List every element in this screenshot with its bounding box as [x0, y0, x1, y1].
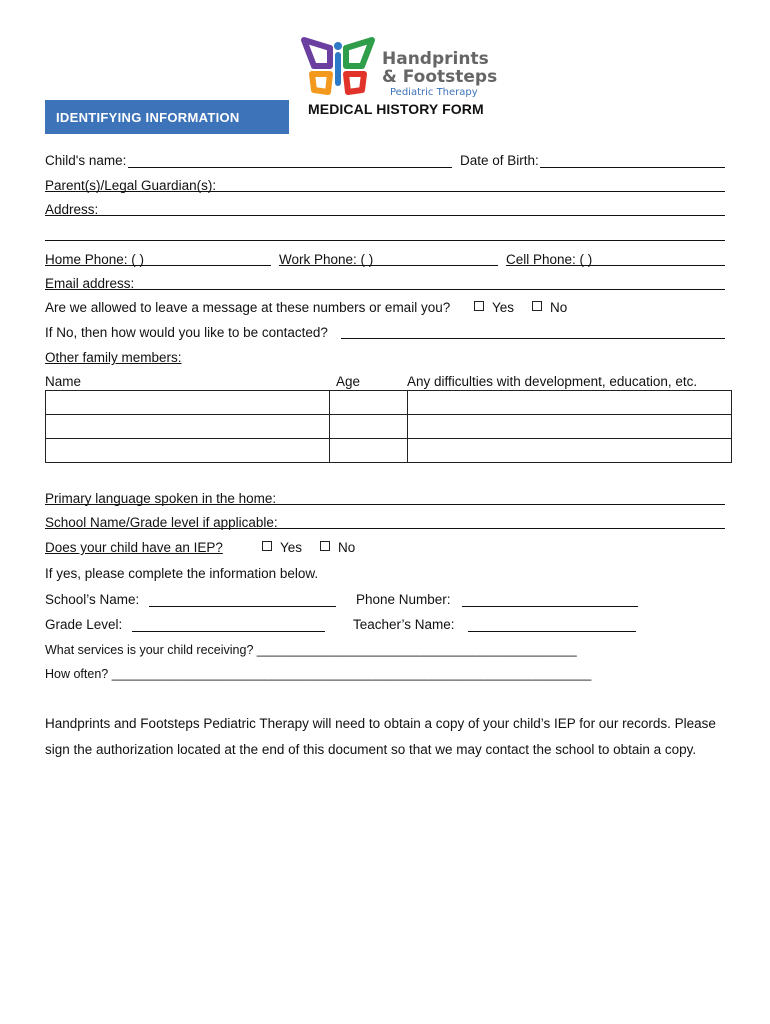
family-age-cell[interactable] [330, 391, 408, 415]
childs-name-field[interactable] [128, 167, 452, 168]
table-row [46, 439, 732, 463]
grade-level-field[interactable] [132, 631, 325, 632]
contact-alt-field[interactable] [341, 338, 725, 339]
work-phone-label: Work Phone: ( ) [279, 252, 374, 267]
childs-name-label: Child's name: [45, 153, 127, 168]
checkbox-icon[interactable] [474, 301, 484, 311]
teachers-name-label: Teacher’s Name: [353, 617, 455, 632]
family-age-cell[interactable] [330, 415, 408, 439]
family-name-cell[interactable] [46, 439, 330, 463]
primary-language-label: Primary language spoken in the home: [45, 491, 277, 506]
services-question[interactable]: What services is your child receiving? ______________________________________________ [45, 643, 577, 657]
address-field[interactable] [45, 215, 725, 216]
message-yes-label: Yes [492, 300, 515, 315]
family-difficulties-cell[interactable] [408, 391, 732, 415]
schools-name-field[interactable] [149, 606, 336, 607]
checkbox-icon[interactable] [532, 301, 542, 311]
cell-phone-label: Cell Phone: ( ) [506, 252, 593, 267]
home-phone-label: Home Phone: ( ) [45, 252, 145, 267]
address-label: Address: [45, 202, 99, 217]
family-col-name: Name [45, 374, 82, 389]
guardians-label: Parent(s)/Legal Guardian(s): [45, 178, 217, 193]
school-grade-field[interactable] [45, 528, 725, 529]
email-label: Email address: [45, 276, 135, 291]
checkbox-icon[interactable] [320, 541, 330, 551]
iep-yes-label: Yes [280, 540, 303, 555]
address-field-line2[interactable] [45, 240, 725, 241]
contact-alt-label: If No, then how would you like to be contacted? [45, 325, 328, 340]
work-phone-field[interactable] [279, 265, 498, 266]
cell-phone-field[interactable] [506, 265, 725, 266]
family-name-cell[interactable] [46, 391, 330, 415]
checkbox-icon[interactable] [262, 541, 272, 551]
home-phone-field[interactable] [45, 265, 271, 266]
message-no-option[interactable] [532, 300, 567, 316]
schools-name-label: School’s Name: [45, 592, 140, 607]
butterfly-logo-icon [300, 36, 378, 100]
school-phone-label: Phone Number: [356, 592, 451, 607]
family-difficulties-cell[interactable] [408, 415, 732, 439]
school-grade-label: School Name/Grade level if applicable: [45, 515, 278, 530]
message-yes-option[interactable] [474, 300, 514, 316]
if-yes-instruction: If yes, please complete the information below. [45, 566, 319, 581]
logo [300, 36, 510, 98]
family-col-age: Age [336, 374, 361, 389]
family-members-table [45, 390, 732, 463]
message-question: Are we allowed to leave a message at these numbers or email you? [45, 300, 451, 315]
iep-notice-paragraph: Handprints and Footsteps Pediatric Therapy will need to obtain a copy of your child’s IEP for our records. Please sign the authorization located at the end of this document so that we may contact the school to obtain a copy. [45, 716, 716, 757]
dob-field[interactable] [540, 167, 725, 168]
logo-tagline: Pediatric Therapy [390, 87, 478, 98]
iep-yes-option[interactable] [262, 540, 302, 556]
family-name-cell[interactable] [46, 415, 330, 439]
iep-question: Does your child have an IEP? [45, 540, 223, 555]
message-no-label: No [550, 300, 568, 315]
iep-no-label: No [338, 540, 356, 555]
logo-name-line1: Handprints [382, 49, 489, 69]
form-title: MEDICAL HISTORY FORM [308, 101, 484, 117]
dob-label: Date of Birth: [460, 153, 539, 168]
how-often-question[interactable]: How often? _____________________________________________________________________ [45, 667, 592, 681]
logo-name-line2: & Footsteps [382, 67, 498, 87]
family-difficulties-cell[interactable] [408, 439, 732, 463]
family-col-difficulties: Any difficulties with development, education, etc. [407, 374, 698, 389]
teachers-name-field[interactable] [468, 631, 636, 632]
family-age-cell[interactable] [330, 439, 408, 463]
table-row [46, 415, 732, 439]
iep-no-option[interactable] [320, 540, 355, 556]
section-header: IDENTIFYING INFORMATION [45, 100, 289, 134]
table-row [46, 391, 732, 415]
primary-language-field[interactable] [45, 504, 725, 505]
guardians-field[interactable] [45, 191, 725, 192]
school-phone-field[interactable] [462, 606, 638, 607]
other-family-label: Other family members: [45, 350, 182, 365]
email-field[interactable] [45, 289, 725, 290]
grade-level-label: Grade Level: [45, 617, 123, 632]
